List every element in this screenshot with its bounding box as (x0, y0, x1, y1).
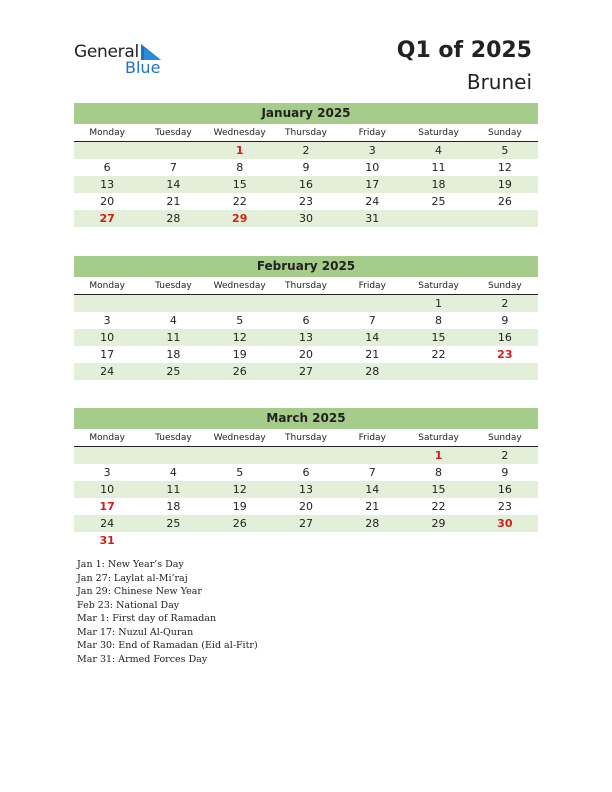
day-cell: 13 (100, 178, 115, 191)
weekday-label: Monday (89, 281, 125, 291)
week-row (74, 312, 538, 329)
day-cell: 16 (497, 483, 512, 496)
day-cell: 8 (435, 466, 443, 479)
month-calendar-march (74, 408, 538, 549)
day-cell (207, 295, 273, 312)
day-cell (140, 295, 206, 312)
day-cell: 8 (236, 161, 244, 174)
week-row (74, 447, 538, 464)
day-cell (273, 447, 339, 464)
day-cell: 8 (435, 314, 443, 327)
week-row (74, 142, 538, 159)
day-cell: 10 (100, 331, 115, 344)
day-cell: 26 (232, 517, 247, 530)
month-calendar-january (74, 103, 538, 227)
day-cell: 4 (169, 314, 177, 327)
day-cell: 6 (302, 314, 310, 327)
week-row (74, 515, 538, 532)
weekday-label: Sunday (487, 281, 522, 291)
day-cell: 20 (100, 195, 115, 208)
day-cell: 11 (166, 483, 181, 496)
holiday-note: Feb 23: National Day (77, 599, 180, 611)
week-row (74, 159, 538, 176)
day-cell: 9 (302, 161, 310, 174)
weekday-label: Saturday (418, 433, 459, 443)
weekday-label: Saturday (418, 281, 459, 291)
weekday-label: Thursday (285, 128, 327, 138)
weekday-header-row (74, 277, 538, 295)
day-cell: 12 (497, 161, 512, 174)
day-cell (140, 447, 206, 464)
day-cell: 4 (435, 144, 443, 157)
day-cell: 14 (365, 483, 380, 496)
day-cell: 16 (298, 178, 313, 191)
day-cell: 19 (232, 348, 247, 361)
holiday-note: Jan 29: Chinese New Year (77, 586, 202, 597)
weeks-grid (74, 447, 538, 549)
day-cell: 5 (236, 314, 244, 327)
week-row (74, 532, 538, 549)
day-cell (472, 363, 538, 380)
day-cell: 28 (365, 517, 380, 530)
month-header: January 2025 (74, 103, 538, 124)
day-cell: 22 (232, 195, 247, 208)
weekday-header-row (74, 429, 538, 447)
day-cell (207, 532, 273, 549)
day-cell: 30 (298, 212, 313, 225)
weekday-label: Monday (89, 128, 125, 138)
day-cell: 18 (166, 500, 181, 513)
day-cell (339, 532, 405, 549)
day-cell: 31 (365, 212, 380, 225)
week-row (74, 295, 538, 312)
day-cell: 13 (298, 483, 313, 496)
day-cell: 22 (431, 348, 446, 361)
weekday-label: Sunday (487, 433, 522, 443)
day-cell: 11 (431, 161, 446, 174)
weekday-label: Wednesday (213, 128, 266, 138)
day-cell: 3 (103, 466, 111, 479)
day-cell: 21 (365, 348, 380, 361)
week-row (74, 176, 538, 193)
month-calendar-february (74, 256, 538, 380)
week-row (74, 363, 538, 380)
day-cell (74, 447, 140, 464)
day-cell: 22 (431, 500, 446, 513)
weekday-label: Friday (358, 281, 386, 291)
day-cell: 17 (365, 178, 380, 191)
weekday-label: Tuesday (155, 128, 192, 138)
weekday-label: Thursday (285, 433, 327, 443)
country-name: Brunei (466, 70, 532, 94)
weekday-label: Monday (89, 433, 125, 443)
holiday-note: Mar 1: First day of Ramadan (77, 613, 217, 624)
day-cell: 15 (232, 178, 247, 191)
day-cell: 12 (232, 331, 247, 344)
day-cell: 23 (497, 500, 512, 513)
day-cell (472, 210, 538, 227)
day-cell: 19 (232, 500, 247, 513)
weeks-grid (74, 142, 538, 227)
week-row (74, 210, 538, 227)
weekday-label: Tuesday (155, 433, 192, 443)
weekday-label: Friday (358, 128, 386, 138)
day-cell: 2 (302, 144, 310, 157)
week-row (74, 481, 538, 498)
page-title: Q1 of 2025 (396, 38, 532, 63)
weekday-label: Thursday (285, 281, 327, 291)
holiday-note: Jan 1: New Year’s Day (77, 559, 184, 570)
day-cell: 6 (103, 161, 111, 174)
holiday-note: Mar 30: End of Ramadan (Eid al-Fitr) (77, 640, 258, 651)
day-cell: 25 (166, 517, 181, 530)
day-cell: 21 (166, 195, 181, 208)
day-cell: 2 (501, 297, 509, 310)
day-cell: 13 (298, 331, 313, 344)
day-cell: 16 (497, 331, 512, 344)
day-cell: 7 (368, 466, 376, 479)
generalblue-logo (74, 42, 174, 78)
day-cell: 10 (100, 483, 115, 496)
day-cell: 18 (166, 348, 181, 361)
day-cell: 28 (166, 212, 181, 225)
day-cell (140, 142, 206, 159)
day-cell: 24 (100, 517, 115, 530)
day-cell: 25 (166, 365, 181, 378)
day-cell: 14 (166, 178, 181, 191)
day-cell: 5 (236, 466, 244, 479)
day-cell: 7 (368, 314, 376, 327)
day-cell: 1 (435, 297, 443, 310)
day-cell: 15 (431, 483, 446, 496)
logo-text-general: General (74, 42, 139, 62)
day-cell (273, 532, 339, 549)
weekday-label: Sunday (487, 128, 522, 138)
day-cell (74, 142, 140, 159)
weekday-header-row (74, 124, 538, 142)
day-cell: 15 (431, 331, 446, 344)
month-header: March 2025 (74, 408, 538, 429)
day-cell (339, 295, 405, 312)
weekday-label: Wednesday (213, 433, 266, 443)
day-cell: 4 (169, 466, 177, 479)
weekday-label: Friday (358, 433, 386, 443)
day-cell: 1 (434, 449, 443, 462)
day-cell: 31 (99, 534, 115, 547)
day-cell: 20 (298, 500, 313, 513)
month-header: February 2025 (74, 256, 538, 277)
day-cell (339, 447, 405, 464)
day-cell (405, 532, 471, 549)
day-cell: 9 (501, 466, 509, 479)
day-cell (140, 532, 206, 549)
logo-text-blue: Blue (125, 58, 161, 77)
holiday-notes-list (77, 558, 258, 666)
weeks-grid (74, 295, 538, 380)
day-cell: 17 (100, 348, 115, 361)
day-cell: 23 (497, 348, 513, 361)
week-row (74, 498, 538, 515)
week-row (74, 193, 538, 210)
day-cell: 2 (501, 449, 509, 462)
day-cell: 24 (365, 195, 380, 208)
holiday-note: Mar 17: Nuzul Al-Quran (77, 626, 194, 638)
day-cell: 28 (365, 365, 380, 378)
day-cell (405, 363, 471, 380)
day-cell: 27 (298, 517, 313, 530)
day-cell (273, 295, 339, 312)
day-cell (207, 447, 273, 464)
day-cell: 27 (99, 212, 115, 225)
day-cell (405, 210, 471, 227)
day-cell: 3 (103, 314, 111, 327)
holiday-note: Jan 27: Laylat al-Mi’raj (77, 572, 188, 584)
day-cell: 3 (368, 144, 376, 157)
day-cell: 27 (298, 365, 313, 378)
day-cell: 11 (166, 331, 181, 344)
day-cell: 17 (99, 500, 115, 513)
day-cell: 25 (431, 195, 446, 208)
day-cell: 21 (365, 500, 380, 513)
day-cell: 9 (501, 314, 509, 327)
day-cell (74, 295, 140, 312)
day-cell: 26 (497, 195, 512, 208)
day-cell: 26 (232, 365, 247, 378)
day-cell: 10 (365, 161, 380, 174)
day-cell: 14 (365, 331, 380, 344)
day-cell (472, 532, 538, 549)
weekday-label: Saturday (418, 128, 459, 138)
day-cell: 5 (501, 144, 509, 157)
day-cell: 23 (298, 195, 313, 208)
holiday-note: Mar 31: Armed Forces Day (77, 653, 208, 665)
day-cell: 7 (169, 161, 177, 174)
week-row (74, 346, 538, 363)
day-cell: 20 (298, 348, 313, 361)
week-row (74, 464, 538, 481)
day-cell: 18 (431, 178, 446, 191)
day-cell: 29 (431, 517, 446, 530)
day-cell: 19 (497, 178, 512, 191)
weekday-label: Tuesday (155, 281, 192, 291)
weekday-label: Wednesday (213, 281, 266, 291)
day-cell: 12 (232, 483, 247, 496)
day-cell: 29 (232, 212, 248, 225)
day-cell: 24 (100, 365, 115, 378)
day-cell: 30 (497, 517, 513, 530)
day-cell: 6 (302, 466, 310, 479)
week-row (74, 329, 538, 346)
day-cell: 1 (235, 144, 244, 157)
